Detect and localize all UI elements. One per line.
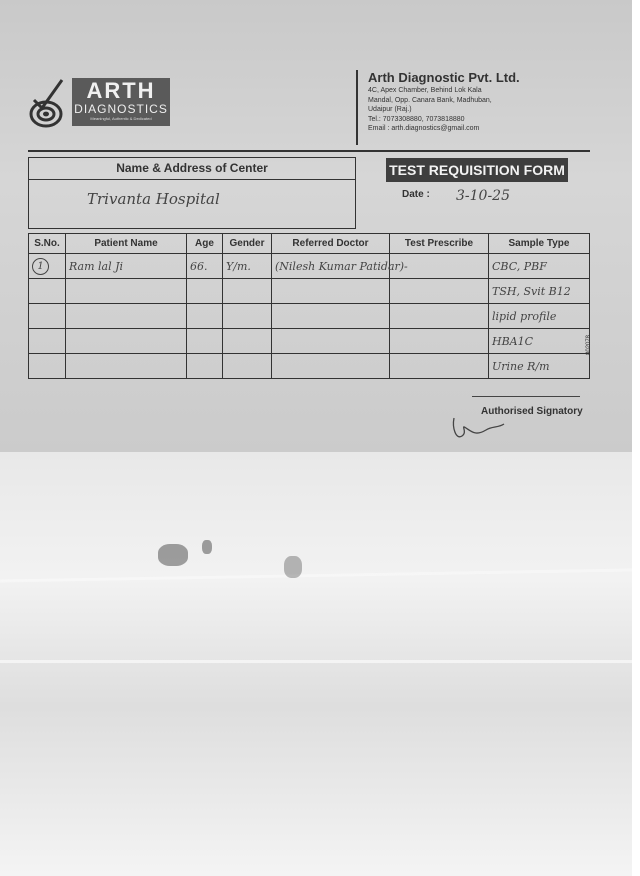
header-divider (356, 70, 358, 145)
cell-test-prescribe (390, 304, 489, 329)
col-header-sample-type: Sample Type (489, 234, 590, 254)
col-header-gender: Gender (223, 234, 272, 254)
signature-line (472, 396, 580, 397)
cell-sample-type: lipid profile (489, 304, 590, 329)
cell-sample-type: TSH, Svit B12 (489, 279, 590, 304)
cell-sno (29, 329, 66, 354)
cell-sno (29, 354, 66, 379)
cell-sample-type: CBC, PBF (489, 254, 590, 279)
logo-tagline: Meaningful, Authentic & Dedicated (90, 116, 152, 121)
center-heading: Name & Address of Center (29, 158, 355, 180)
cell-gender (223, 304, 272, 329)
header-rule (28, 150, 590, 152)
cell-sample-type: Urine R/m (489, 354, 590, 379)
cell-age (187, 304, 223, 329)
date-value: 3-10-25 (456, 188, 510, 204)
patient-table (28, 233, 590, 379)
email-line: Email : arth.diagnostics@gmail.com (368, 125, 480, 132)
cell-referred-doctor (272, 304, 390, 329)
cell-gender (223, 354, 272, 379)
cell-age (187, 354, 223, 379)
cell-gender: Y/m. (223, 254, 272, 279)
address-line: Mandal, Opp. Canara Bank, Madhuban, (368, 96, 492, 104)
signature-scribble (446, 414, 506, 446)
table-row (29, 329, 590, 354)
cell-sno (29, 304, 66, 329)
page-edge (632, 0, 640, 876)
cell-patient-name: Ram lal Ji (66, 254, 187, 279)
cell-age: 66. (187, 254, 223, 279)
serial-circle: 1 (32, 258, 49, 275)
blank-paper-area (0, 452, 632, 876)
cell-patient-name (66, 304, 187, 329)
cell-patient-name (66, 279, 187, 304)
cell-test-prescribe (390, 354, 489, 379)
logo-wordmark (72, 78, 170, 126)
stain-mark (158, 544, 188, 566)
address-line: Udaipur (Raj.) (368, 106, 412, 113)
table-row (29, 304, 590, 329)
stain-mark (202, 540, 212, 554)
cell-sample-type: HBA1C (489, 329, 590, 354)
col-header-test-prescribe: Test Prescribe (390, 234, 489, 254)
company-name: Arth Diagnostic Pvt. Ltd. (368, 70, 520, 85)
cell-sno (29, 279, 66, 304)
cell-referred-doctor (272, 279, 390, 304)
form-title: TEST REQUISITION FORM (386, 158, 568, 182)
cell-sno (29, 254, 66, 279)
table-row (29, 254, 590, 279)
signature-label: Authorised Signatory (481, 406, 583, 417)
paper-crease (0, 660, 632, 663)
company-info (368, 70, 598, 134)
cell-test-prescribe (390, 279, 489, 304)
form-serial-number: 802078 (586, 334, 592, 355)
cell-patient-name (66, 354, 187, 379)
col-header-age: Age (187, 234, 223, 254)
cell-referred-doctor (272, 354, 390, 379)
cell-referred-doctor: (Nilesh Kumar Patidar)- (272, 254, 390, 279)
col-header-patient-name: Patient Name (66, 234, 187, 254)
col-header-referred-doctor: Referred Doctor (272, 234, 390, 254)
logo-sub: DIAGNOSTICS (74, 102, 168, 116)
center-value: Trivanta Hospital (87, 190, 220, 208)
cell-age (187, 329, 223, 354)
stain-mark (284, 556, 302, 578)
cell-gender (223, 329, 272, 354)
col-header-sno: S.No. (29, 234, 66, 254)
table-row (29, 279, 590, 304)
address-line: 4C, Apex Chamber, Behind Lok Kala (368, 87, 482, 94)
company-logo (28, 72, 173, 130)
cell-referred-doctor (272, 329, 390, 354)
cell-test-prescribe (390, 329, 489, 354)
target-icon (28, 72, 76, 130)
cell-age (187, 279, 223, 304)
cell-gender (223, 279, 272, 304)
date-label: Date : (402, 189, 430, 200)
phone-line: Tel.: 7073308880, 7073818880 (368, 115, 465, 123)
logo-word: ARTH (86, 78, 156, 103)
center-box (28, 157, 356, 229)
cell-patient-name (66, 329, 187, 354)
table-row (29, 354, 590, 379)
table-header-row (29, 234, 590, 254)
